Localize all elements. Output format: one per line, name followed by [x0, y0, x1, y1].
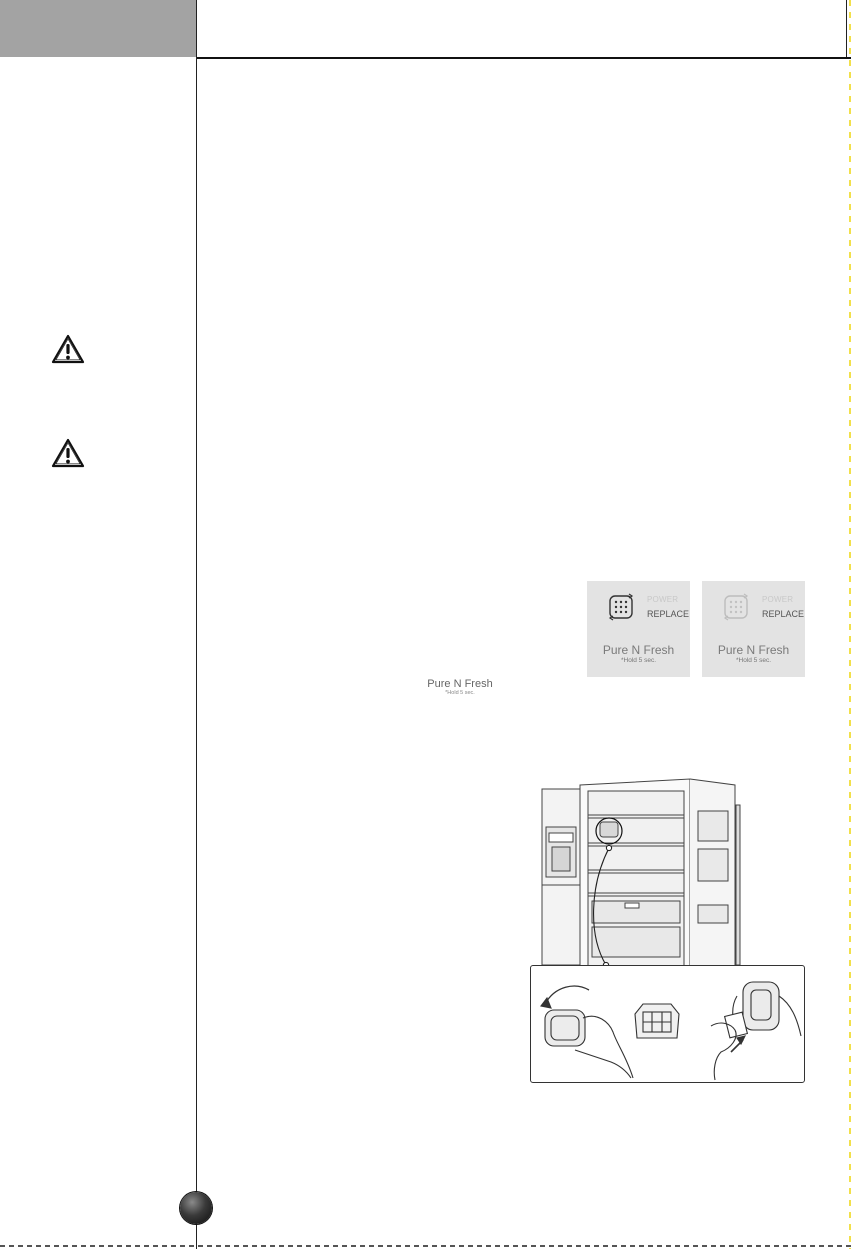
- power-label: POWER: [762, 595, 794, 604]
- filter-steps-illustration: [531, 966, 804, 1082]
- warning-triangle-icon: [50, 437, 86, 469]
- bottom-edge-dash: [0, 1245, 851, 1247]
- filter-dots-icon: [607, 593, 635, 621]
- display-panel-replace-off: [702, 581, 805, 677]
- warning-triangle-icon: [50, 333, 86, 365]
- pure-n-fresh-label: Pure N Fresh: [602, 643, 675, 657]
- hold-instruction: *Hold 5 sec.: [735, 657, 772, 664]
- replace-label: REPLACE: [647, 609, 690, 619]
- chapter-tab: [0, 0, 196, 57]
- pure-n-fresh-button-label: [420, 678, 500, 696]
- page-circle-icon: [180, 1192, 212, 1224]
- display-panel-replace-on: [587, 581, 690, 677]
- filter-replacement-detail: [530, 965, 805, 1083]
- hold-instruction: *Hold 5 sec.: [620, 657, 657, 664]
- power-label: POWER: [647, 595, 679, 604]
- pure-n-fresh-name: Pure N Fresh: [427, 678, 493, 690]
- header-rule: [196, 57, 851, 59]
- margin-rule: [196, 0, 197, 1249]
- filter-dots-icon: [722, 593, 750, 621]
- hold-instruction: *Hold 5 sec.: [445, 690, 475, 696]
- right-margin-tick: [846, 0, 847, 57]
- refrigerator-illustration: [530, 775, 745, 975]
- replace-label: REPLACE: [762, 609, 805, 619]
- pure-n-fresh-label: Pure N Fresh: [717, 643, 790, 657]
